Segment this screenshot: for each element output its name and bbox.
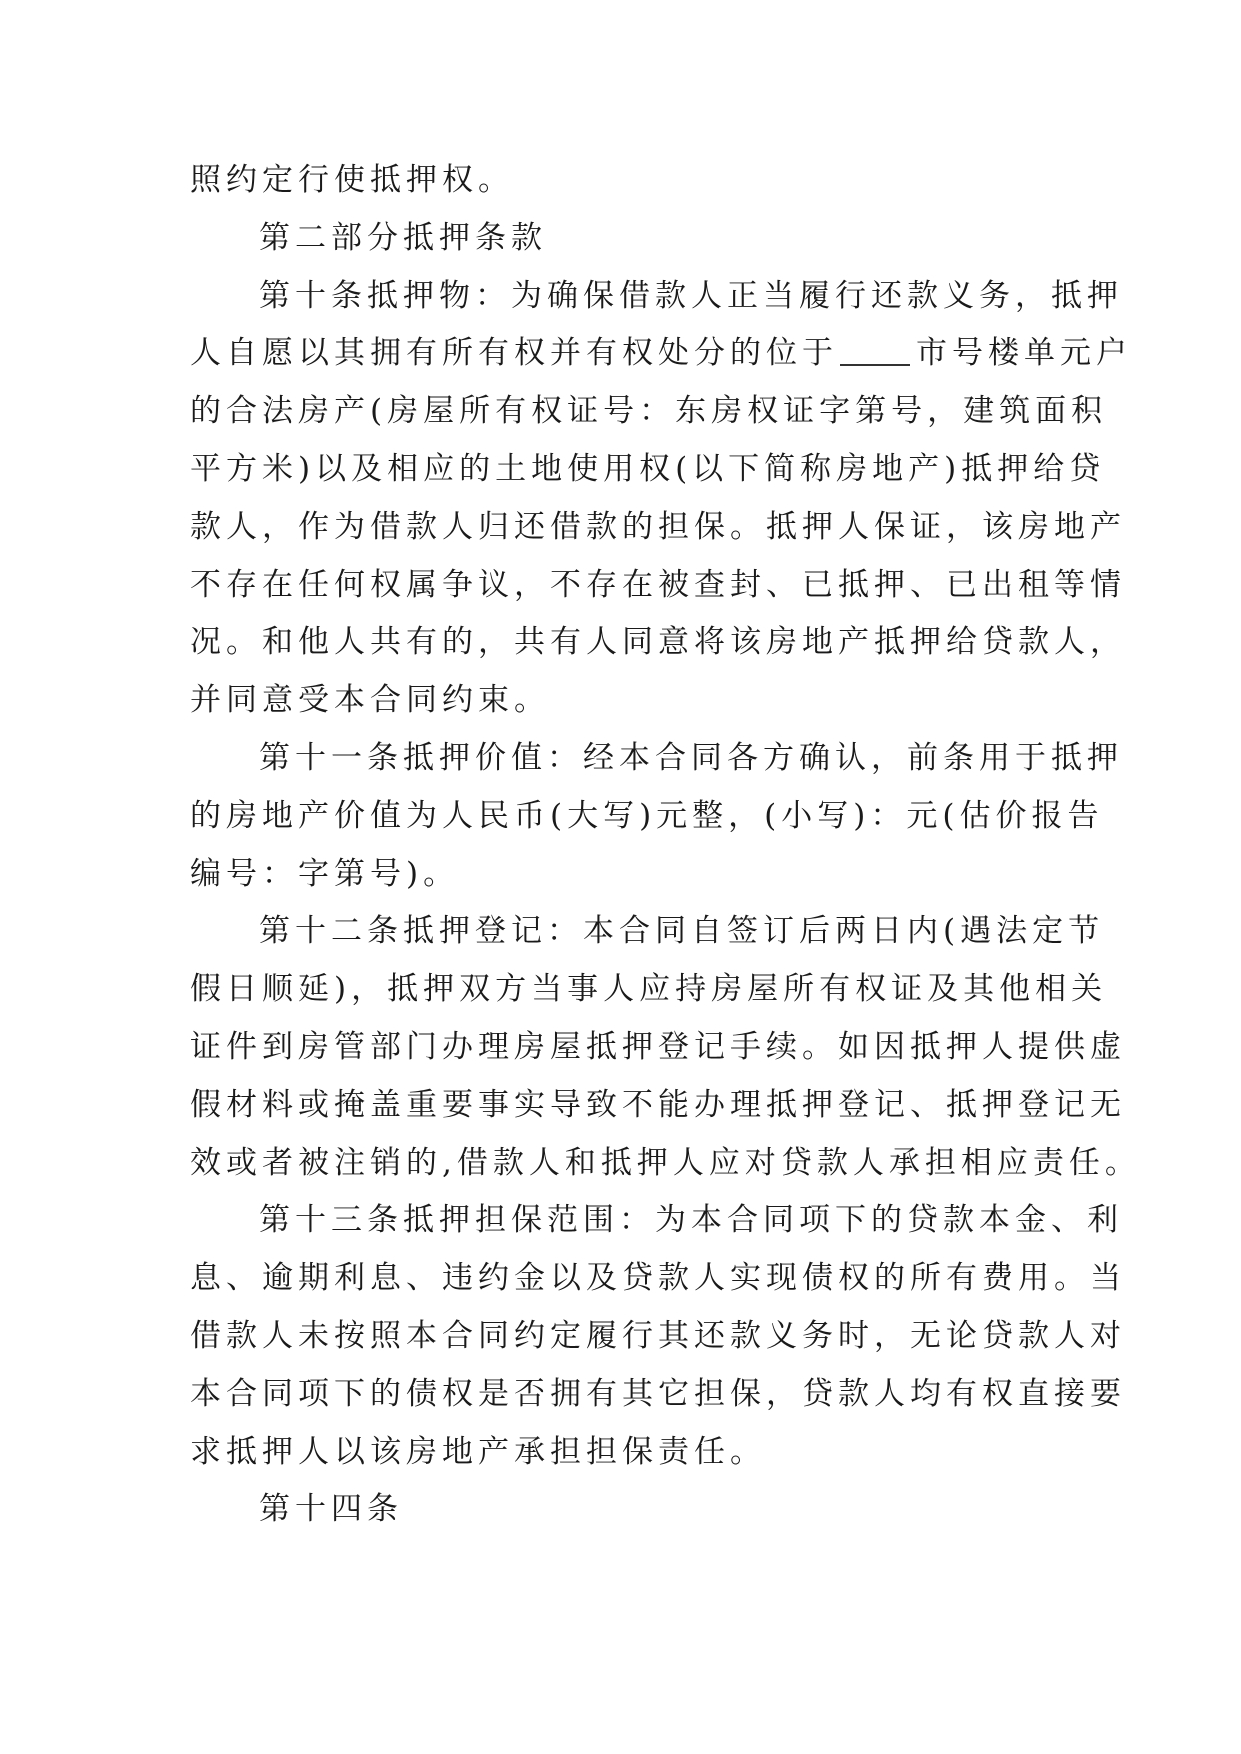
- article-10-line-3: [190, 383, 1108, 441]
- article-13-line-5: [190, 1424, 1060, 1482]
- article-13-line-3: [190, 1308, 1126, 1366]
- text-line: 假材料或掩盖重要事实导致不能办理抵押登记、抵押登记无: [190, 1086, 1126, 1123]
- text-line: 第十三条抵押担保范围：为本合同项下的贷款本金、利: [259, 1202, 1123, 1239]
- text-line: 市号楼单元户: [916, 335, 1132, 372]
- text-line: 的合法房产(房屋所有权证号：东房权证字第号，建筑面积: [190, 393, 1108, 430]
- article-13-line-4: [190, 1366, 1126, 1424]
- article-10-line-6: [190, 557, 1126, 615]
- article-10-line-1: [190, 268, 1123, 326]
- article-10-line-5: [190, 499, 1126, 557]
- article-13-line-1: [190, 1192, 1123, 1250]
- article-12-line-4: [190, 1077, 1126, 1135]
- text-line: 证件到房管部门办理房屋抵押登记手续。如因抵押人提供虚: [190, 1028, 1126, 1065]
- text-line: 第十四条: [259, 1491, 403, 1528]
- article-13-line-2: [190, 1250, 1126, 1308]
- text-line: 照约定行使抵押权。: [190, 162, 514, 198]
- text-line: 本合同项下的债权是否拥有其它担保，贷款人均有权直接要: [190, 1375, 1126, 1412]
- article-10-line-7: [190, 614, 1126, 672]
- text-line: 借款人未按照本合同约定履行其还款义务时，无论贷款人对: [190, 1317, 1126, 1354]
- article-12-line-2: [190, 961, 1108, 1019]
- text-line: 款人，作为借款人归还借款的担保。抵押人保证，该房地产: [190, 508, 1126, 545]
- text-line: 第十条抵押物：为确保借款人正当履行还款义务，抵押: [259, 277, 1123, 314]
- text-line: 效或者被注销的,借款人和抵押人应对贷款人承担相应责任。: [190, 1144, 1141, 1181]
- article-11-line-3: [190, 846, 1060, 904]
- article-10-line-2: [190, 325, 1132, 383]
- text-line: 息、逾期利息、违约金以及贷款人实现债权的所有费用。当: [190, 1260, 1126, 1297]
- text-line: 不存在任何权属争议，不存在被查封、已抵押、已出租等情: [190, 566, 1126, 603]
- text-line: 第十一条抵押价值：经本合同各方确认，前条用于抵押: [259, 739, 1123, 776]
- paragraph-continuation: [190, 152, 1060, 210]
- text-line: 第二部分抵押条款: [259, 219, 547, 256]
- text-line: 的房地产价值为人民币(大写)元整，(小写)：元(估价报告: [190, 797, 1104, 834]
- article-10-line-4: [190, 441, 1106, 499]
- text-line: 第十二条抵押登记：本合同自签订后两日内(遇法定节: [259, 913, 1105, 950]
- text-line: 并同意受本合同约束。: [190, 682, 550, 719]
- article-12-line-5: [190, 1135, 1141, 1193]
- article-10-line-8: [190, 672, 1060, 730]
- fill-in-blank: [840, 364, 910, 366]
- text-line: 人自愿以其拥有所有权并有权处分的位于: [190, 335, 838, 372]
- article-11-line-2: [190, 788, 1104, 846]
- text-line: 假日顺延)，抵押双方当事人应持房屋所有权证及其他相关: [190, 971, 1108, 1008]
- article-12-line-3: [190, 1019, 1126, 1077]
- text-line: 编号：字第号)。: [190, 855, 460, 892]
- document-body: [190, 152, 1141, 1539]
- article-12-line-1: [190, 903, 1105, 961]
- article-11-line-1: [190, 730, 1123, 788]
- article-14-line-1: [190, 1481, 1060, 1539]
- section-heading: [190, 210, 1060, 268]
- text-line: 平方米)以及相应的土地使用权(以下简称房地产)抵押给贷: [190, 450, 1106, 487]
- text-line: 况。和他人共有的，共有人同意将该房地产抵押给贷款人，: [190, 624, 1126, 661]
- text-line: 求抵押人以该房地产承担担保责任。: [190, 1433, 766, 1470]
